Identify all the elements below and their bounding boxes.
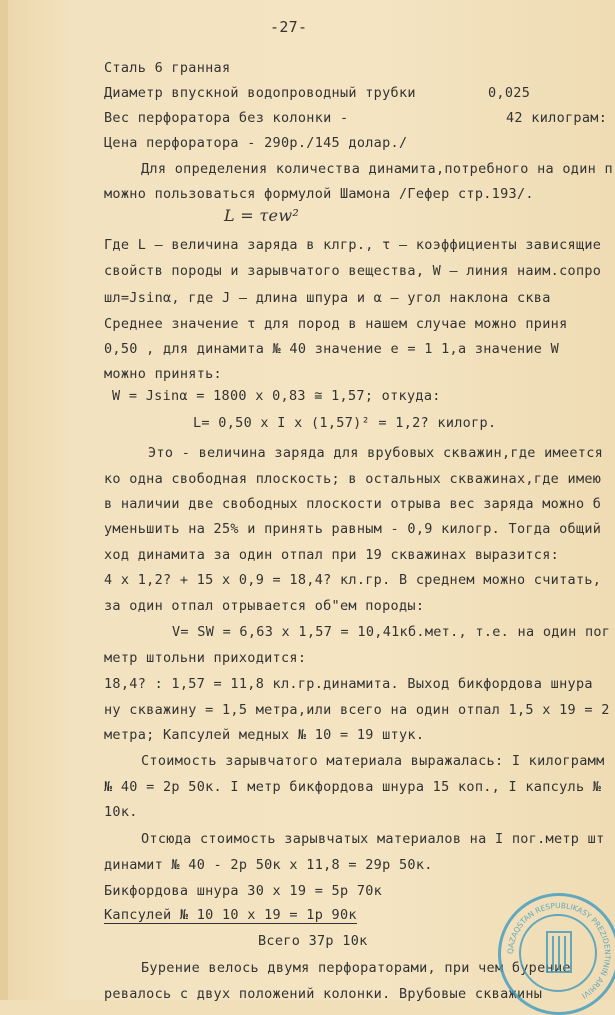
- formula-l: L= 0,50 x I x (1,57)² = 1,2? килогр.: [193, 415, 497, 431]
- text-line-25: Стоимость зарывчатого материала выражалась: I килограмм: [141, 753, 605, 769]
- stamp-emblem: [501, 896, 615, 1012]
- text-line-30: Бикфордова шнура 30 x 19 = 5р 70к: [104, 883, 383, 899]
- text-line-16: уменьшить на 25% и принять равным - 0,9 килогр. Тогда общий: [104, 521, 602, 537]
- text-line-8: свойств породы и зарывчатого вещества, W – линия наим.сопро: [104, 263, 602, 279]
- text-line-9: шл=Jsinα, где J — длина шпура и α — угол наклона сква: [104, 290, 551, 306]
- text-line-18: 4 x 1,2? + 15 x 0,9 = 18,4? кл.гр. В среднем можно считать,: [104, 572, 602, 588]
- text-line-23: ну скважину = 1,5 метра,или всего на один отпал 1,5 x 19 = 2: [104, 702, 610, 718]
- text-line-12: можно принять:: [104, 366, 222, 382]
- text-line-14: ко одна свободная плоскость; в остальных скважинах,где имею: [104, 471, 602, 487]
- text-line-2-value: 0,025: [488, 85, 531, 101]
- text-line-32: Бурение велось двумя перфораторами, при чем бурение: [141, 960, 571, 976]
- text-line-10: Среднее значение τ для пород в нашем случае можно приня: [104, 316, 568, 332]
- text-line-5: Для определения количества динамита,потребного на один п: [141, 161, 613, 177]
- text-line-29: динамит № 40 - 2р 50к x 11,8 = 29р 50к.: [104, 857, 433, 873]
- text-line-6: можно пользоваться формулой Шамона /Гефер стр.193/.: [104, 186, 534, 202]
- text-line-31: Капсулей № 10 10 x 19 = 1р 90к: [104, 907, 357, 923]
- total-line: Всего 37р 10к: [258, 933, 368, 949]
- text-line-4: Цена перфоратора - 290р./145 долар./: [104, 135, 408, 151]
- text-line-19: за один отпал отрывается об"ем породы:: [104, 598, 425, 614]
- text-line-17: ход динамита за один отпал при 19 скважинах выразится:: [104, 547, 560, 563]
- text-line-21: метр штольни приходится:: [104, 650, 307, 666]
- page-edge: [0, 0, 8, 1000]
- text-line-11: 0,50 , для динамита № 40 значение e = 1 1,а значение W: [104, 341, 560, 357]
- stamp-text: QAZAQSTAN RESPUBLIKASY PREZIDENTINIŃ ARHIVI: [505, 900, 613, 1001]
- page-number: -27-: [270, 18, 308, 36]
- text-line-33: ревалось с двух положений колонки. Врубовые скважины: [104, 986, 543, 1002]
- formula-w: W = Jsinα = 1800 x 0,83 ≅ 1,57; откуда:: [112, 388, 441, 404]
- formula-shamon: L = τew²: [224, 206, 300, 225]
- text-line-3: Вес перфоратора без колонки -: [104, 110, 349, 126]
- text-line-1: Сталь 6 гранная: [104, 60, 231, 76]
- text-line-13: Это - величина заряда для врубовых скважин,где имеется: [148, 445, 604, 461]
- text-line-7: Где L – величина заряда в клгр., τ – коэффициенты зависящие: [104, 237, 602, 253]
- text-line-24: метра; Капсулей медных № 10 = 19 штук.: [104, 727, 425, 743]
- text-line-28: Отсюда стоимость зарывчатых материалов на I пог.метр шт: [141, 831, 605, 847]
- text-line-2: Диаметр впускной водопроводный трубки: [104, 85, 416, 101]
- archive-stamp: [498, 893, 615, 1015]
- text-line-15: в наличии две свободных плоскости отрыва вес заряда можно б: [104, 496, 602, 512]
- text-line-27: 10к.: [104, 804, 138, 820]
- text-line-20: V= SW = 6,63 x 1,57 = 10,41кб.мет., т.е. на один пог: [172, 624, 611, 640]
- text-line-22: 18,4? : 1,57 = 11,8 кл.гр.динамита. Выход бикфордова шнура: [104, 676, 593, 692]
- text-line-26: № 40 = 2р 50к. I метр бикфордова шнура 15 коп., I капсуль №: [104, 779, 602, 795]
- text-line-3-value: 42 килограм:: [506, 110, 608, 126]
